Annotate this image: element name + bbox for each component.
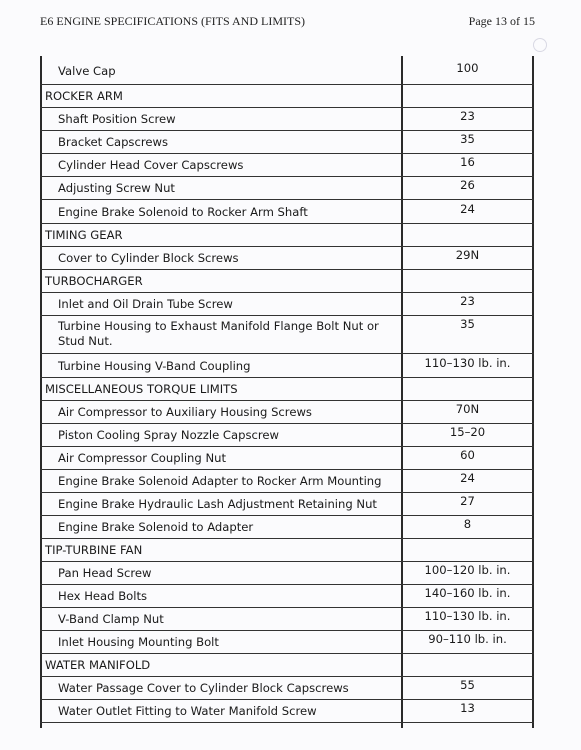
table-row bbox=[40, 469, 534, 493]
table-row bbox=[40, 607, 534, 631]
spec-label: Turbine Housing V-Band Coupling bbox=[58, 359, 251, 373]
torque-value: 35 bbox=[460, 317, 475, 331]
section-heading: MISCELLANEOUS TORQUE LIMITS bbox=[45, 382, 238, 396]
torque-value: 110–130 lb. in. bbox=[424, 356, 511, 370]
torque-value: 29N bbox=[455, 248, 480, 262]
torque-value: 55 bbox=[460, 678, 475, 692]
torque-value: 24 bbox=[460, 202, 475, 216]
section-row bbox=[40, 538, 534, 562]
spec-label: Valve Cap bbox=[58, 64, 116, 78]
table-row bbox=[40, 630, 534, 654]
table-row bbox=[40, 492, 534, 516]
spec-label: Inlet Housing Mounting Bolt bbox=[58, 635, 219, 649]
spec-label: V-Band Clamp Nut bbox=[58, 612, 164, 626]
spec-table bbox=[40, 56, 534, 728]
torque-value: 23 bbox=[460, 109, 475, 123]
table-row bbox=[40, 153, 534, 177]
torque-value: 23 bbox=[460, 294, 475, 308]
torque-value: 35 bbox=[460, 132, 475, 146]
torque-value: 140–160 lb. in. bbox=[424, 586, 511, 600]
page-number: Page 13 of 15 bbox=[468, 14, 535, 28]
spec-label: Shaft Position Screw bbox=[58, 112, 176, 126]
spec-label: Piston Cooling Spray Nozzle Capscrew bbox=[58, 428, 279, 442]
section-heading: WATER MANIFOLD bbox=[45, 658, 151, 672]
table-row bbox=[40, 400, 534, 424]
torque-value: 100–120 lb. in. bbox=[424, 563, 511, 577]
section-heading: TIP-TURBINE FAN bbox=[45, 543, 143, 557]
section-heading: TIMING GEAR bbox=[45, 228, 123, 242]
table-row bbox=[40, 292, 534, 316]
spec-label: Water Outlet Fitting to Water Manifold Screw bbox=[58, 704, 317, 718]
document-title: E6 ENGINE SPECIFICATIONS (FITS AND LIMITS) bbox=[40, 14, 306, 28]
spec-label: Air Compressor Coupling Nut bbox=[58, 451, 227, 465]
spec-label: Engine Brake Solenoid to Rocker Arm Shaft bbox=[58, 205, 308, 219]
torque-value: 15–20 bbox=[449, 425, 486, 439]
torque-value: 26 bbox=[460, 178, 475, 192]
spec-label: Engine Brake Hydraulic Lash Adjustment Retaining Nut bbox=[58, 497, 377, 511]
torque-value: 27 bbox=[460, 494, 475, 508]
torque-value: 90–110 lb. in. bbox=[428, 632, 507, 646]
table-row bbox=[40, 515, 534, 539]
spec-label: Inlet and Oil Drain Tube Screw bbox=[58, 297, 233, 311]
spec-label: Adjusting Screw Nut bbox=[58, 181, 175, 195]
section-row bbox=[40, 223, 534, 247]
torque-value: 8 bbox=[463, 517, 472, 531]
section-heading: ROCKER ARM bbox=[45, 89, 123, 103]
spec-label: Turbine Housing to Exhaust Manifold Flange Bolt Nut or Stud Nut. bbox=[58, 319, 379, 348]
section-row bbox=[40, 377, 534, 401]
scan-mark bbox=[533, 38, 547, 52]
table-row bbox=[40, 676, 534, 700]
spec-label: Cover to Cylinder Block Screws bbox=[58, 251, 239, 265]
page-header bbox=[40, 14, 535, 29]
torque-value: 100 bbox=[456, 61, 479, 75]
section-heading: TURBOCHARGER bbox=[45, 274, 143, 288]
table-row bbox=[40, 56, 534, 85]
torque-value: 13 bbox=[460, 701, 475, 715]
blank-row bbox=[40, 722, 534, 728]
spec-label: Pan Head Screw bbox=[58, 566, 152, 580]
spec-label: Engine Brake Solenoid Adapter to Rocker Arm Mounting bbox=[58, 474, 382, 488]
table-row bbox=[40, 176, 534, 200]
torque-value: 16 bbox=[460, 155, 475, 169]
torque-value: 24 bbox=[460, 471, 475, 485]
table-row bbox=[40, 699, 534, 723]
torque-value: 70N bbox=[455, 402, 480, 416]
table-row bbox=[40, 561, 534, 585]
table-row bbox=[40, 130, 534, 154]
table-row bbox=[40, 246, 534, 270]
table-row bbox=[40, 423, 534, 447]
section-row bbox=[40, 269, 534, 293]
section-row bbox=[40, 84, 534, 108]
table-row bbox=[40, 446, 534, 470]
table-row bbox=[40, 353, 534, 378]
spec-label: Cylinder Head Cover Capscrews bbox=[58, 158, 244, 172]
section-row bbox=[40, 653, 534, 677]
torque-value: 110–130 lb. in. bbox=[424, 609, 511, 623]
table-row bbox=[40, 315, 534, 354]
spec-label: Bracket Capscrews bbox=[58, 135, 169, 149]
spec-label: Air Compressor to Auxiliary Housing Screws bbox=[58, 405, 312, 419]
spec-label: Hex Head Bolts bbox=[58, 589, 148, 603]
torque-value: 60 bbox=[460, 448, 475, 462]
spec-label: Engine Brake Solenoid to Adapter bbox=[58, 520, 254, 534]
table-row bbox=[40, 107, 534, 131]
spec-label: Water Passage Cover to Cylinder Block Capscrews bbox=[58, 681, 349, 695]
table-row bbox=[40, 199, 534, 224]
table-row bbox=[40, 584, 534, 608]
